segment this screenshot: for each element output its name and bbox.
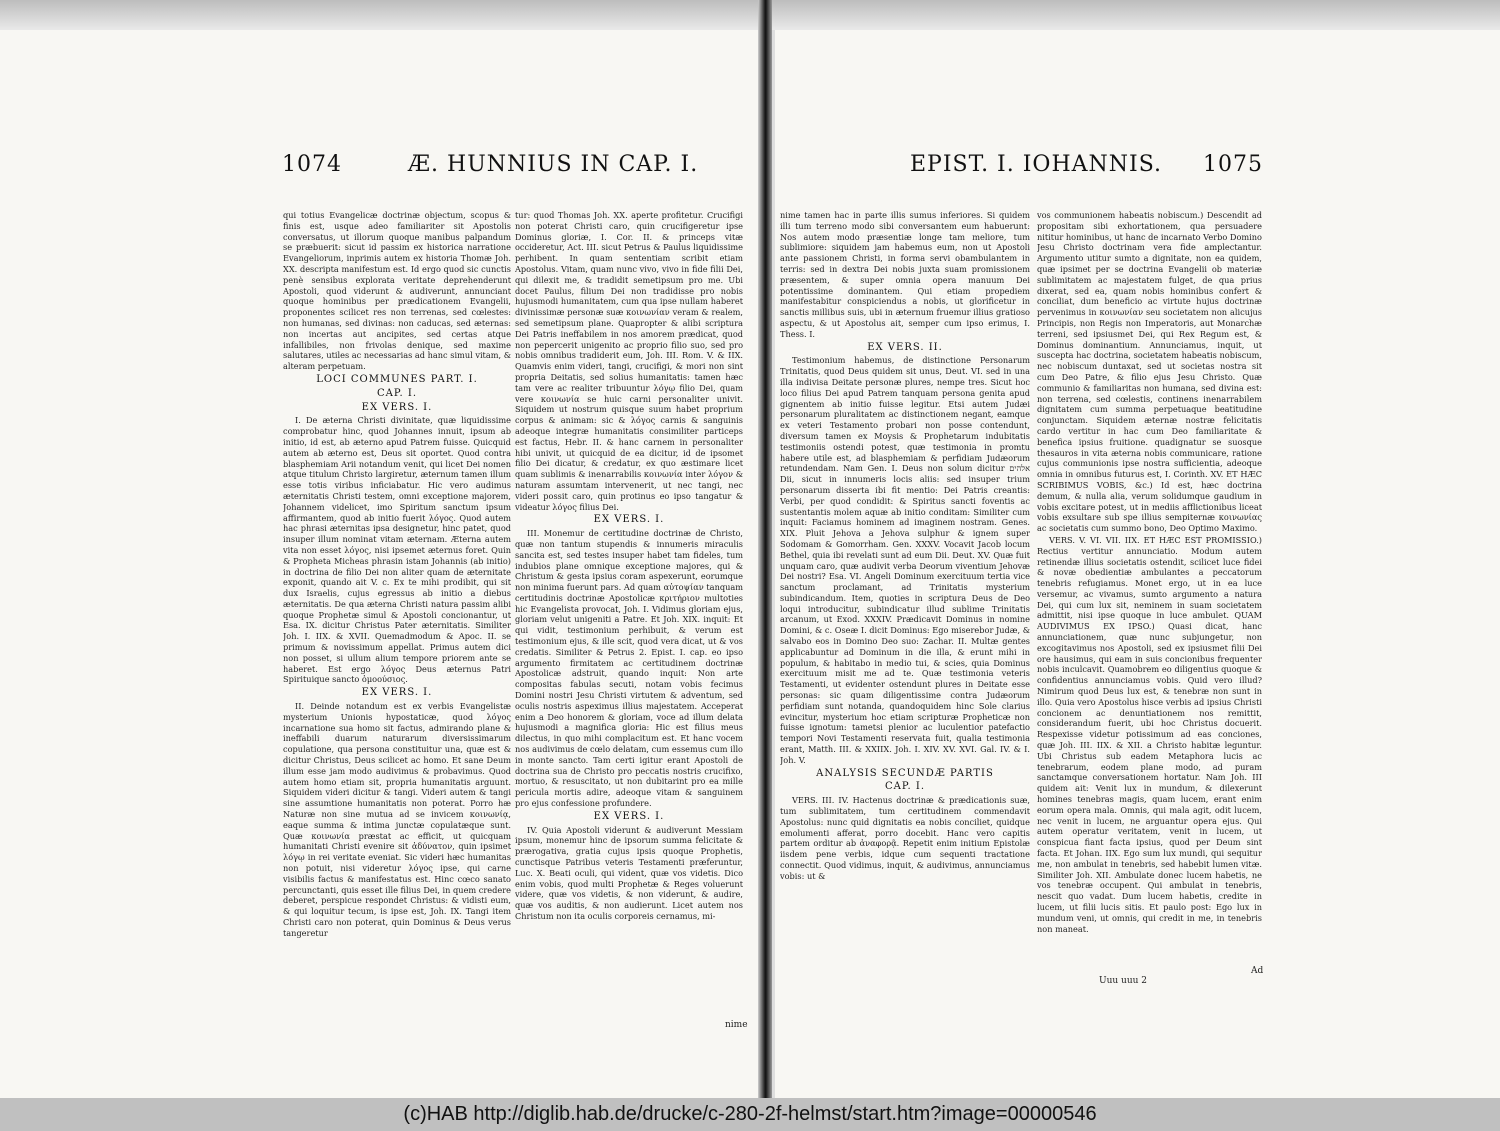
paragraph: I. De æterna Christi divinitate, quæ liquidissime comprobatur hinc, quod Johannes innuit, ipsum ab initio, id est, ab æterno apud Patrem fuisse. Quicquid autem ab æterno est, Deus sit oportet. Quod contra blasphemiam Arii notandum venit, qui licet Dei nomen atque titulum Christo largiretur, æternum tamen illum esse totis viribus inficiabatur. Hic vero audimus æternitatis Christi testem, omni exceptione majorem, Johannem videlicet, imo Spiritum sanctum ipsum affirmantem, quod ab initio fuerit λόγος. Quod autem hac phrasi æternitas ipsa designetur, hinc patet, quod insuper illum nominat vitam æternam. Æterna autem vita non esset λόγος, nisi ipsemet æternus foret. Quin & Propheta Micheas phrasin istam Johannis (ab initio) in doctrina de filio Dei non aliter quam de æternitate exponit, quando ait V. c. Ex te mihi prodibit, qui sit dux Israelis, cujus egressus ab initio a diebus æternitatis. De qua æterna Christi natura passim alibi quoque Prophetæ simul & Apostoli concionantur, ut Esa. IX. dicitur Christus Pater æternitatis. Similiter Joh. I. IIX. & XVII. Quemadmodum & Apoc. II. se primum & novissimum appellat. Primus autem dici non posset, si ullum alium tempore priorem ante se haberet. Est ergo λόγος Deus æternus Patri Spirituique sancto ὁμοούσιος. [283,415,511,685]
catchword: nime [725,1020,748,1030]
paragraph: qui totius Evangelicæ doctrinæ objectum, scopus & finis est, usque adeo familiariter sit Apostolis conversatus, ut illorum quoque manibus palpandum se præbuerit: sicut id passim ex historica narratione Evangeliorum, inprimis autem ex historia Thomæ Joh. XX. descripta manifestum est. Id ergo quod sic cunctis penè sensibus explorata veritate deprehenderunt Apostoli, quod viderunt & audiverunt, annunciant quoque hominibus per prædicationem Evangelii, proponentes scilicet res non terrenas, sed cœlestes: non humanas, sed divinas: non caducas, sed æternas: non incertas aut ancipites, sed certas atque infallibiles, non frivolas denique, sed maxime salutares, utiles ac necessarias ad hanc simul vitam, & alteram perpetuam. [283,210,511,372]
signature-mark: Uuu uuu 2 [1099,976,1148,986]
section-heading: CAP. I. [376,387,418,399]
left-page [0,30,765,1098]
section-heading: EX VERS. I. [593,810,665,822]
right-page [775,30,1500,1098]
paragraph: VERS. III. IV. Hactenus doctrinæ & prædicationis suæ, tum sublimitatem, tum certitudinem commendavit Apostolus: nunc quid dignitatis ea nobis conciliet, quidque emolumenti afferat, porro docebit. Hanc vero capitis partem orditur ab ἀναφορᾷ. Repetit enim initium Epistolæ iisdem pene verbis, idque cum sequenti tractatione connectit. Quod vidimus, inquit, & audivimus, annunciamus vobis: ut & [780,795,1030,881]
right-page-number: 1075 [1203,152,1263,177]
section-heading: EX VERS. II. [867,341,943,353]
paragraph: III. Monemur de certitudine doctrinæ de Christo, quæ non tantum stupendis & innumeris miraculis sancita est, sed testes insuper habet tam fideles, tum indubios plane omnique exceptione majores, qui & Christum & gesta ipsius coram aspexerunt, eorumque non minima fuerunt pars. Ad quam αὐτοψίαν tanquam certitudinis doctrinæ Apostolicæ κριτήριον multoties hic Evangelista provocat, Joh. I. Vidimus gloriam ejus, gloriam velut unigeniti a Patre. Et Joh. XIX. inquit: Et qui vidit, testimonium perhibuit, & verum est testimonium ejus, & ille scit, quod vera dicat, ut & vos credatis. Similiter & Petrus 2. Epist. I. cap. eo ipso argumento firmitatem ac certitudinem doctrinæ Apostolicæ adstruit, quando inquit: Non arte compositas fabulas secuti, notam vobis fecimus Domini nostri Jesu Christi virtutem & adventum, sed oculis nostris aspeximus illius majestatem. Acceperat enim a Deo honorem & gloriam, voce ad illum delata hujusmodi a magnifica gloria: Hic est filius meus dilectus, in quo mihi complacitum est. Et hanc vocem nos audivimus de cœlo delatam, cum essemus cum illo in monte sancto. Tam certi igitur erant Apostoli de doctrina sua de Christo pro peccatis nostris crucifixo, mortuo, & resuscitato, ut non dubitarint pro ea mille pericula mortis adire, adeoque vitam & sanguinem pro ejus confessione profundere. [515,528,743,809]
paragraph: nime tamen hac in parte illis sumus inferiores. Si quidem illi tum terreno modo sibi conversantem eum habuerunt: Nos autem modo præsentiæ longe tam meliore, tum sublimiore: siquidem jam habemus eum, non ut Apostoli ante passionem Christi, in forma servi obambulantem in terris: sed in dextra Dei nobis juxta suam promissionem præsentem, & super omnia opera manuum Dei potentissime dominantem. Qui etiam propediem manifestabitur conspiciendus a nobis, ut glorificetur in sanctis millibus suis, ubi in æternum fruemur illius gratioso aspectu, & ut Apostolus ait, semper cum ipso erimus, I. Thess. I. [780,210,1030,339]
section-heading: CAP. I. [884,781,926,793]
left-running-head: Æ. HUNNIUS IN CAP. I. [408,152,699,177]
section-heading: EX VERS. I. [361,687,433,699]
section-heading: EX VERS. I. [593,514,665,526]
section-heading: EX VERS. I. [361,401,433,413]
scan-edge [0,0,1500,30]
section-heading: ANALYSIS SECUNDÆ PARTIS [816,767,994,779]
left-column-1 [283,210,511,1010]
right-running-head: EPIST. I. IOHANNIS. [910,152,1162,177]
paragraph: IV. Quia Apostoli viderunt & audiverunt Messiam ipsum, monemur hinc de ipsorum summa felicitate & prærogativa, gratia cujus ipsis quoque Prophetis, cunctisque Patribus veteris Testamenti præferuntur, Luc. X. Beati oculi, qui vident, quæ vos videtis. Dico enim vobis, quod multi Prophetæ & Reges voluerunt videre, quæ vos videtis, & non viderunt, & audire, quæ vos auditis, & non audierunt. Licet autem nos Christum non ita oculis corporeis cernamus, mi- [515,824,743,921]
paragraph: tur: quod Thomas Joh. XX. aperte profitetur. Crucifigi non poterat Christi caro, quin crucifigeretur ipse Dominus gloriæ, I. Cor. II. & princeps vitæ occideretur, Act. III. sicut Petrus & Paulus liquidissime perhibent. In quam sententiam scribit etiam Apostolus. Vitam, quam nunc vivo, vivo in fide filii Dei, qui dilexit me, & tradidit semetipsum pro me. Ubi docet Paulus, filium Dei non tradidisse pro nobis hujusmodi humanitatem, cum qua ipse nullam haberet divinissimæ personæ suæ κοινωνίαν veram & realem, sed semetipsum plane. Quapropter & alibi scriptura Dei Patris ineffabilem in nos amorem prædicat, quod non pepercerit unigenito ac proprio filio suo, sed pro nobis omnibus tradiderit eum, Joh. III. Rom. V. & IIX. Quamvis enim videri, tangi, crucifigi, & mori non sint propria Deitatis, sed solius humanitatis: tamen hæc tam vere ac realiter tribuuntur λόγῳ filio Dei, quam vere κοινωνία se huic carni personaliter univit. Siquidem ut nostrum quisque suum habet proprium corpus & animam: sic & λόγος carnis & sanguinis adeoque integræ humanitatis consimiliter particeps est factus, Hebr. II. & hanc carnem in personaliter hibi univit, ut quicquid de ea dicitur, id de ipsomet filio Dei dicatur, & credatur, ex quo æstimare licet quam sublimis & inenarrabilis κοινωνία inter λόγον & naturam assumtam intervenerit, ut nec tangi, nec videri possit caro, quin protinus eo ipso tangatur & videatur λόγος filius Dei. [515,210,743,512]
footer-credit: (c)HAB http://diglib.hab.de/drucke/c-280-2f-helmst/start.htm?image=00000546 [0,1098,1500,1131]
paragraph: II. Deinde notandum est ex verbis Evangelistæ mysterium Unionis hypostaticæ, quod λόγος incarnatione sua homo sit factus, admirando plane & ineffabili duarum naturarum diversissimarum copulatione, qua persona constituitur una, quæ est & dicitur Christus, Deus scilicet ac homo. Et sane Deum illum esse jam modo audivimus & probavimus. Quod autem homo etiam sit, propria humanitatis arguunt. Siquidem videri dicitur & tangi. Videri autem & tangi sine assumtione humanitatis non poterat. Porro hæ Naturæ non sine mutua ad se invicem κοινωνίᾳ, eaque summa & intima junctæ copulatæque sunt. Quæ κοινωνία præstat ac efficit, ut quicquam humanitati Christi evenire sit ἀδύνατον, quin ipsimet λόγῳ in rei veritate eveniat. Sic videri hæc humanitas non potuit, nisi videretur λόγος ipse, qui carne visibilis factus & manifestatus est. Hinc cœco sanato percunctanti, quis esset ille filius Dei, in quem credere deberet, perspicue respondet Christus: & vidisti eum, & qui loquitur tecum, is ipse est, Joh. IX. Tangi item Christi caro non poterat, quin Dominus & Deus verus tangeretur [283,701,511,938]
paragraph: VERS. V. VI. VII. IIX. ET HÆC EST PROMISSIO.) Rectius vertitur annunciatio. Modum autem retinendæ illius societatis ostendit, scilicet luce fidei & novæ obedientiæ ambulantes a peccatorum tenebris refugiamus. Monet ergo, ut in ea luce versemur, ac vivamus, sumto argumento a natura Dei, qui cum lux sit, neminem in suam societatem admittit, nisi ipse quoque in luce ambulet. QUAM AUDIVIMUS EX IPSO.) Quasi dicat, hanc annunciationem, quæ nunc subjungetur, non excogitavimus nos Apostoli, sed ex ipsiusmet filii Dei ore hausimus, qui eam in suis concionibus frequenter nobis inculcavit. Quamobrem eo diligentius quoque & confidentius annunciamus vobis. Quid vero illud? Nimirum quod Deus lux est, & tenebræ non sunt in illo. Quia vero Apostolus hisce verbis ad ipsius Christi concionem ac denuntiationem nos remittit, considerandum fuerit, ubi hoc Christus docuerit. Respexisse videtur potissimum ad eas conciones, quæ Joh. III. IIX. & XII. a Christo habitæ leguntur. Ubi Christus sub eadem Metaphora lucis ac tenebrarum, eodem plane modo, ad puram sanctamque conversationem hortatur. Nam Joh. III quidem ait: Venit lux in mundum, & dilexerunt homines tenebras magis, quam lucem, erant enim eorum opera mala. Omnis, qui mala agit, odit lucem, nec venit in lucem, ne arguantur opera ejus. Qui autem operatur veritatem, venit in lucem, ut conspicua fiant facta ipsius, quod per Deum sint facta. Et Johan. IIX. Ego sum lux mundi, qui sequitur me, non ambulat in tenebris, sed habebit lumen vitæ. Similiter Joh. XII. Ambulate donec lucem habetis, ne vos tenebræ occupent. Qui ambulat in tenebris, nescit quo vadat. Dum lucem habetis, credite in lucem, ut filii lucis sitis. Et paulo post: Ego lux in mundum veni, ut omnis, qui credit in me, in tenebris non maneat. [1037,534,1262,934]
paragraph: vos communionem habeatis nobiscum.) Descendit ad propositam sibi exhortationem, qua persuadere nititur hominibus, ut hanc de incarnato Verbo Domino Jesu Christo doctrinam vera fide amplectantur. Argumento utitur sumto a dignitate, non ea quidem, quæ ipsimet per se doctrina Evangelii ob materiæ sublimitatem ac majestatem fulget, de qua prius dixerat, sed ea, quam nobis hominibus confert & conciliat, dum beneficio ac virtute hujus doctrinæ pervenimus in κοινωνίαν seu societatem non alicujus Principis, non Regis non Imperatoris, aut Monarchæ terreni, sed ipsiusmet Dei, qui Rex Regum est, & Dominus dominantium. Annunciamus, inquit, ut suscepta hac doctrina, societatem habeatis nobiscum, nec nobiscum duntaxat, sed ut societas nostra sit cum Deo Patre, & filio ejus Jesu Christo. Quæ communio & familiaritas non humana, sed divina est: non terrena, sed cœlestis, continens inenarrabilem dignitatem cum summa perpetuaque beatitudine conjunctam. Siquidem æternæ nostræ felicitatis cardo vertitur in hac cum Deo familiaritate & benefica ipsius fruitione. quadignatur se suosque thesauros in vita æterna nobis communicare, ratione cujus communionis ipse nostra sufficientia, adeoque omnia in omnibus futurus est, I. Corinth. XV. ET HÆC SCRIBIMUS VOBIS, &c.) Id est, hæc doctrina demum, & nulla alia, verum solidumque gaudium in vobis excitare potest, ut in mediis afflictionibus liceat vobis exsultare sub spe illius sempiternæ κοινωνίας ac societatis cum summo bono, Deo Optimo Maximo. [1037,210,1262,534]
catchword: Ad [1251,966,1264,976]
left-page-number: 1074 [282,152,342,177]
right-column-2 [1037,210,1262,1005]
paragraph: Testimonium habemus, de distinctione Personarum Trinitatis, quod Deus quidem sit unus, Deut. VI. sed in una illa indivisa Deitate personæ plures, nempe tres. Sicut hoc loco filius Dei apud Patrem tanquam persona genita apud gignentem ab initio fuisse legitur. Etsi autem Judæi personarum pluralitatem ac distinctionem negant, eamque ex veteri Testamento probari non posse contendunt, diversum tamen ex Moysis & Prophetarum indubitatis testimoniis ostendi potest, quæ testimonia in promtu habere utile est, ad blasphemiam & perfidiam Judæorum retundendam. Nam Gen. I. Deus non solum dicitur אלהים Dii, sicut in innumeris locis aliis: sed insuper trium personarum disserta ibi fit mentio: Dei Patris creantis: Verbi, per quod condidit: & Spiritus sancti foventis ac sustentantis molem aquæ ab initio conditam: Similiter cum inquit: Faciamus hominem ad imaginem nostram. Genes. XIX. Pluit Jehova a Jehova sulphur & ignem super Sodomam & Gomorrham. Gen. XXXV. Vocavit Jacob locum Bethel, quia ibi revelati sunt ad eum Dii. Deut. XV. Quæ fuit unquam caro, quæ audivit verba Deorum viventium Jehovæ Dei nostri? Esa. VI. Angeli Dominum exercituum tertia vice sanctum proclamant, ad Trinitatis mysterium subindicandum. Item, quoties in scriptura Deus de Deo loqui introducitur, subindicatur illud sublime Trinitatis arcanum, ut Exod. XXXIV. Prædicavit Dominus in nomine Domini, & c. Oseæ I. dicit Dominus: Ego miserebor Judæ, & salvabo eos in Domino Deo suo: Zachar. II. Multæ gentes applicabuntur ad Dominum in die illa, & erunt mihi in populum, & habitabo in medio tui, & scies, quia Dominus exercituum misit me ad te. Quæ testimonia veteris Testamenti, ut evidenter ostendunt plures in Deitate esse personas: sic quam diligentissime contra Judæorum perfidiam sunt notanda, quandoquidem hinc Sole clarius evincitur, mysterium hoc etiam scripturæ Propheticæ non fuisse ignotum: tametsi plenior ac luculentior patefactio tempori Novi Testamenti reservata fuit, qualia testimonia erant, Matth. III. & XXIIX. Joh. I. XIV. XV. XVI. Gal. IV. & I. Joh. V. [780,355,1030,765]
right-column-1 [780,210,1030,1005]
section-heading: LOCI COMMUNES PART. I. [316,373,478,385]
book-gutter [758,0,772,1098]
left-column-2 [515,210,743,1020]
